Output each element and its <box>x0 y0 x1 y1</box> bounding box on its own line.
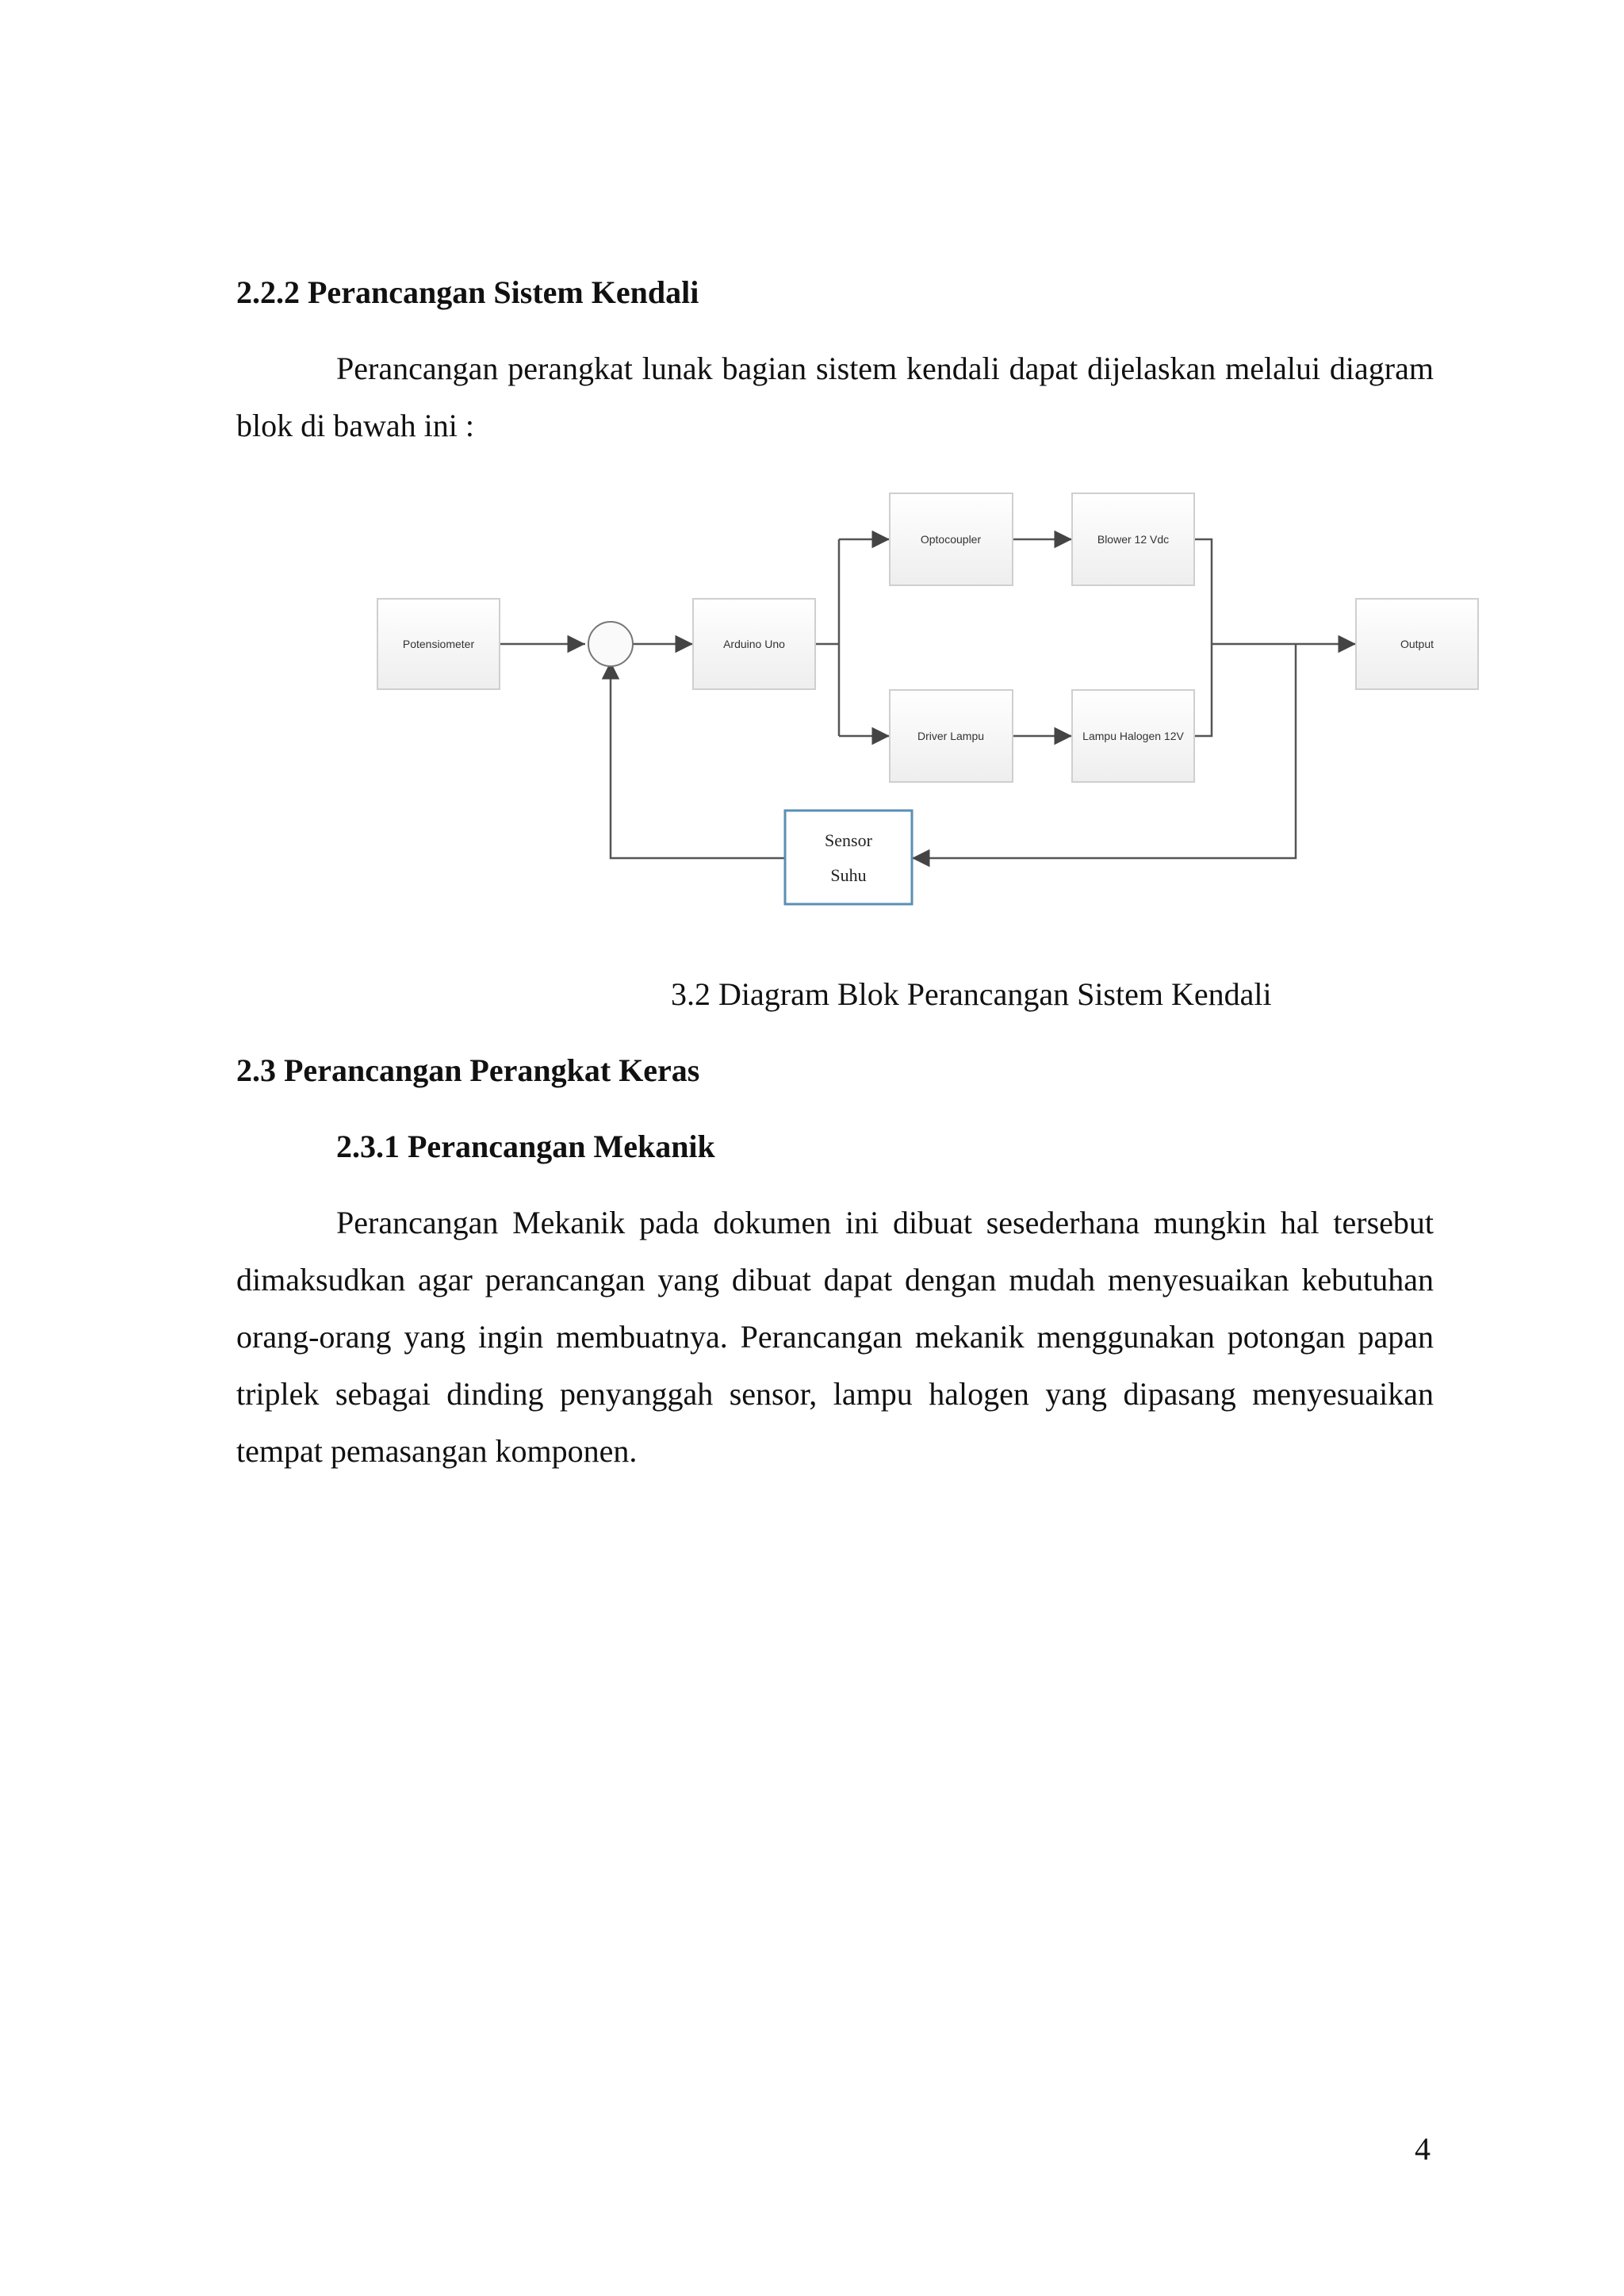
heading-2-3: 2.3 Perancangan Perangkat Keras <box>236 1052 700 1088</box>
summing-junction <box>588 622 633 666</box>
page-number: 4 <box>1415 2131 1431 2167</box>
line-merge <box>1194 539 1212 736</box>
heading-2-2-2: 2.2.2 Perancangan Sistem Kendali <box>236 274 699 310</box>
label-sensor-line2: Suhu <box>830 865 867 885</box>
label-driver: Driver Lampu <box>917 730 985 742</box>
label-sensor-line1: Sensor <box>825 830 872 850</box>
label-output: Output <box>1400 638 1434 650</box>
block-sensor-suhu <box>785 811 912 904</box>
figure-caption: 3.2 Diagram Blok Perancangan Sistem Kendali <box>671 976 1272 1012</box>
block-diagram <box>365 476 1507 920</box>
paragraph-2-2-2: Perancangan perangkat lunak bagian sistem kendali dapat dijelaskan melalui diagram blok di bawah ini : <box>236 351 1434 443</box>
label-potensiometer: Potensiometer <box>402 638 475 650</box>
line-sensor-to-sum <box>611 661 785 858</box>
label-blower: Blower 12 Vdc <box>1097 533 1170 546</box>
label-lampu: Lampu Halogen 12V <box>1082 730 1184 742</box>
label-optocoupler: Optocoupler <box>920 533 982 546</box>
paragraph-2-3-1: Perancangan Mekanik pada dokumen ini dibuat sesederhana mungkin hal tersebut dimaksudkan agar perancangan yang dibuat dapat dengan mudah menyesuaikan kebutuhan orang-orang yang ingin membuatnya. Perancangan mekanik menggunakan potongan papan triplek sebagai dinding penyanggah sensor, lampu halogen yang dipasang menyesuaikan tempat pemasangan komponen. <box>236 1205 1434 1469</box>
heading-2-3-1: 2.3.1 Perancangan Mekanik <box>336 1129 715 1164</box>
label-arduino: Arduino Uno <box>723 638 785 650</box>
